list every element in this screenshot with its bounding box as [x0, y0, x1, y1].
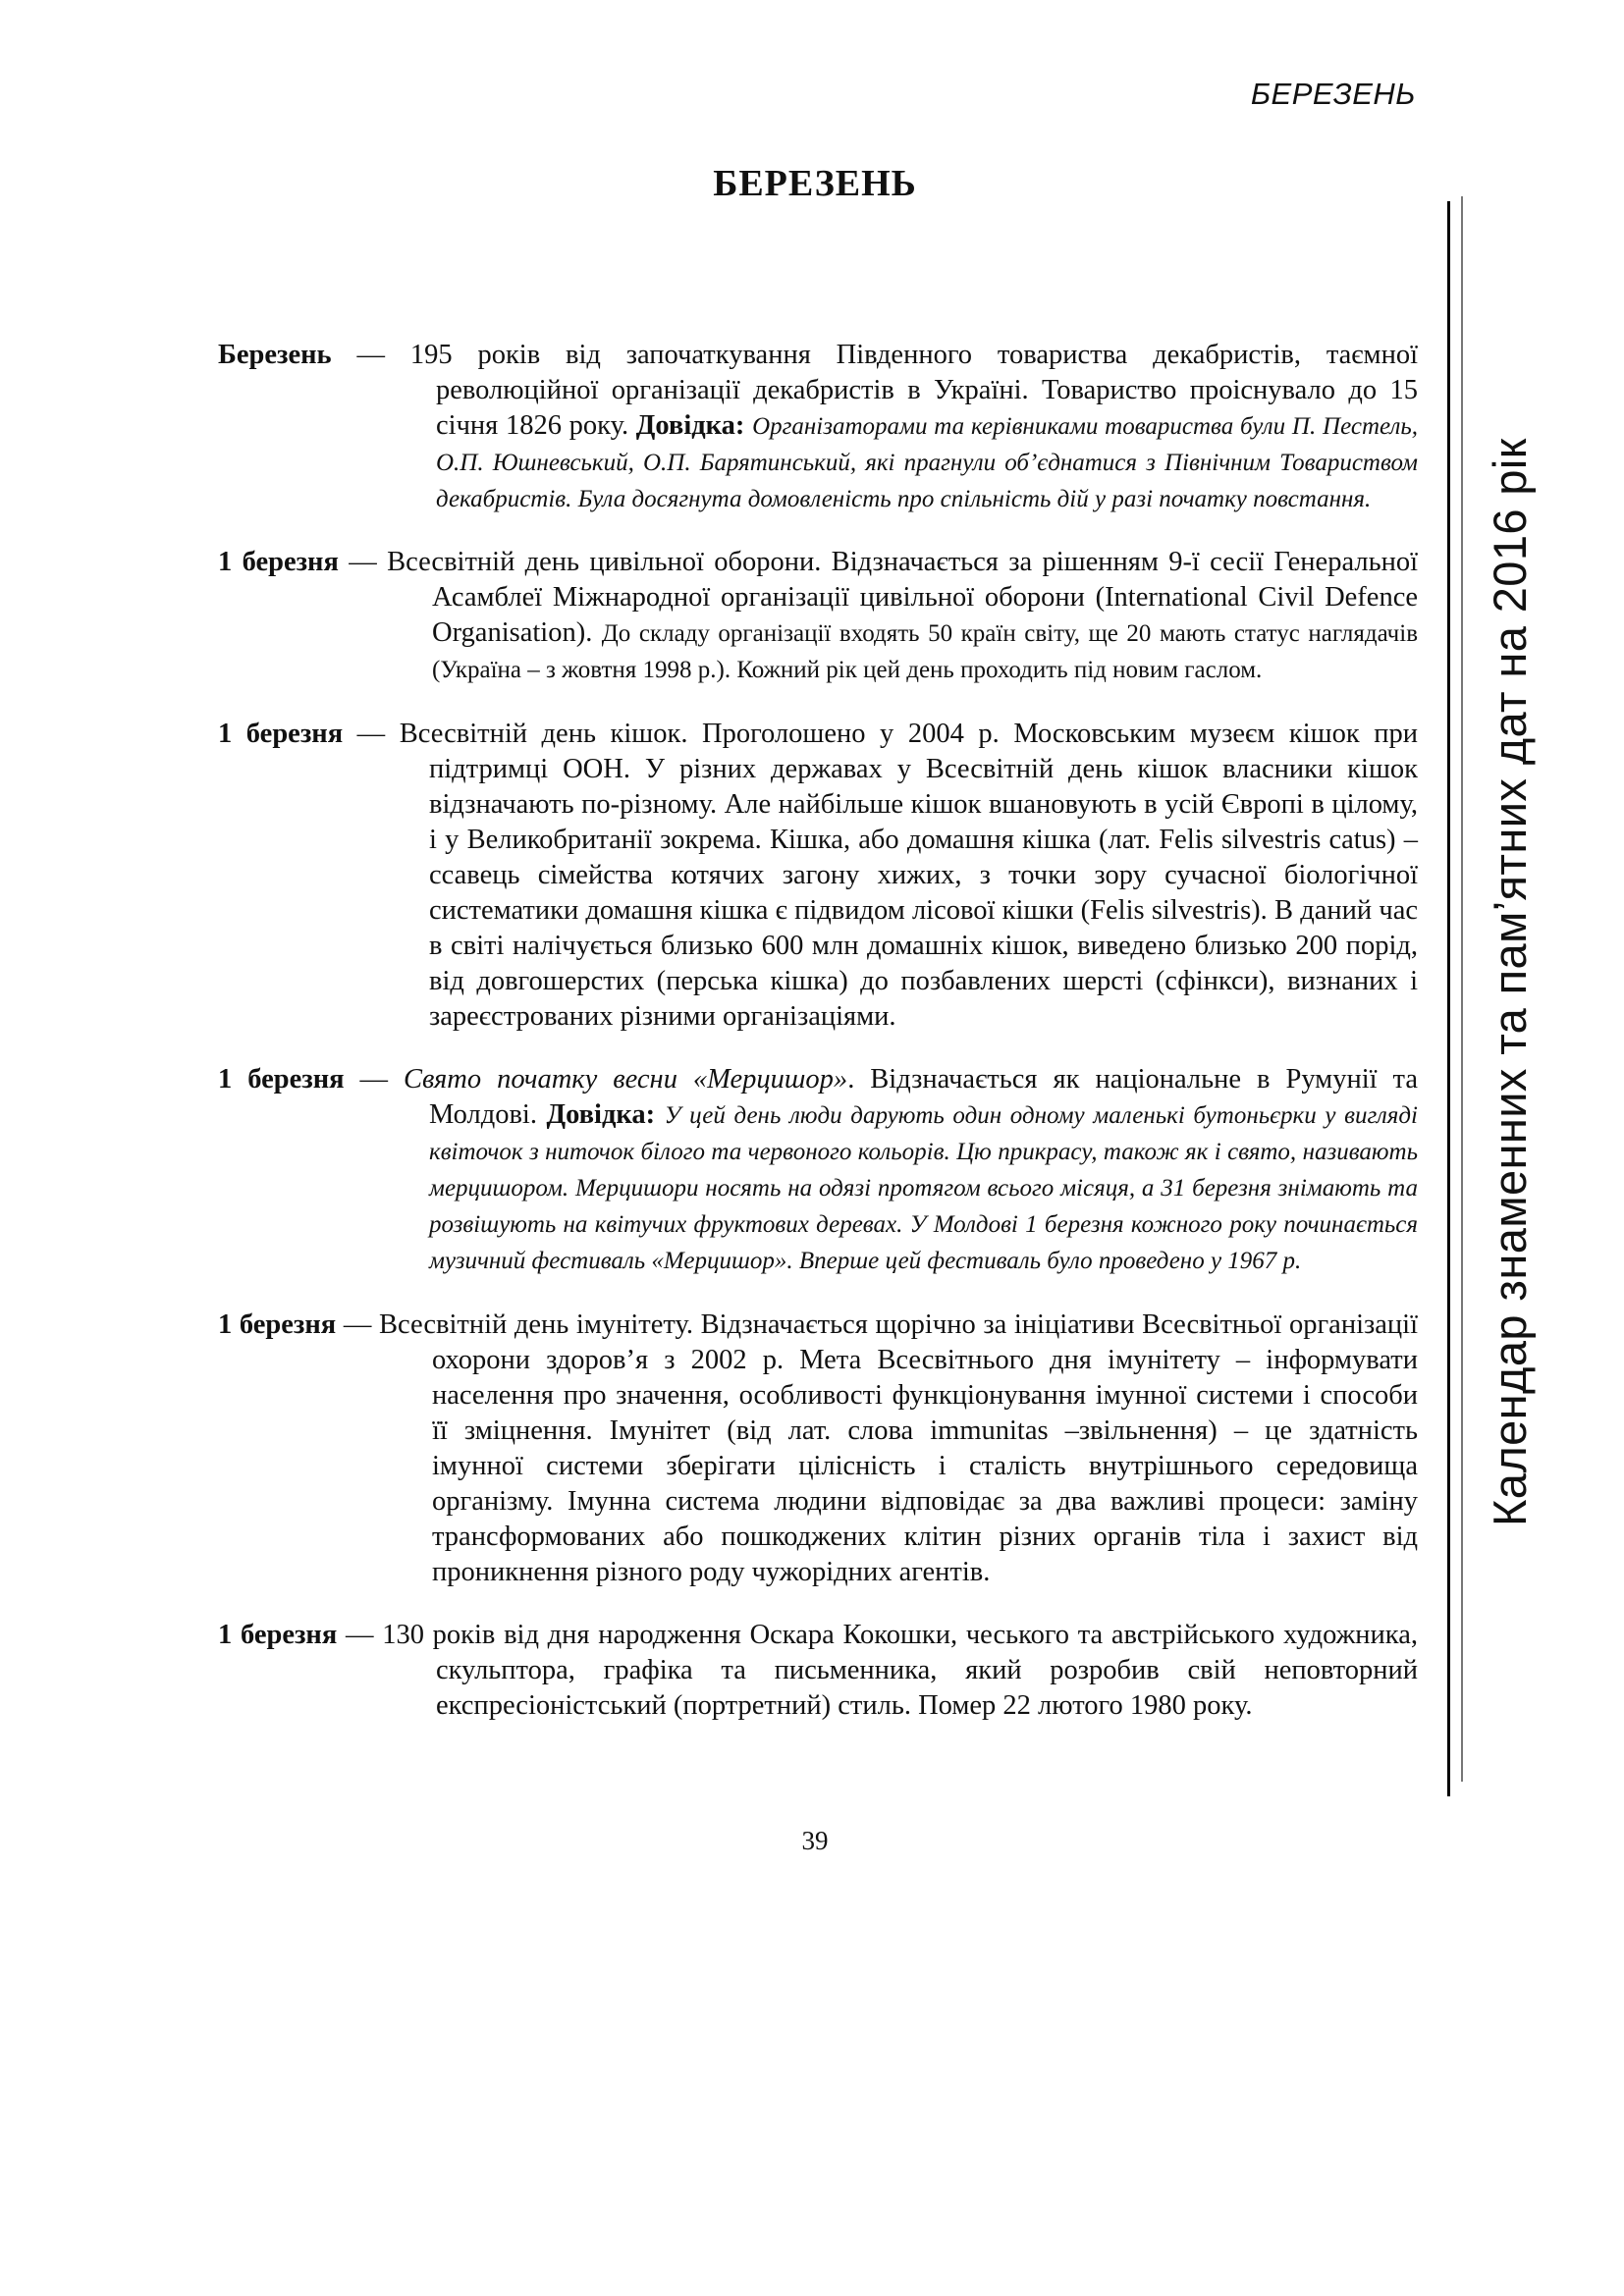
entry-dash: —	[344, 1064, 405, 1095]
entry-civil-defence-day	[218, 545, 1418, 688]
entry-date: 1 березня	[218, 547, 339, 577]
entries-list	[218, 309, 1418, 1731]
entry-dash: —	[337, 1620, 383, 1650]
side-title: Календар знаменних та пам’ятних дат на 2016 рік	[1484, 438, 1536, 1526]
entry-text: 195 років від започаткування Південного товариства декабристів, таємної революційної організації декабристів в Україні. Товариство проіснувало до 15 січня 1826 року.	[409, 339, 1418, 441]
entry-text: 130 років від дня народження Оскара Кокошки, чеського та австрійського художника, скульптора, графіка та письменника, який розробив свій неповторний експресіоністський (портретний) стиль. Помер 22 лютого 1980 року.	[382, 1620, 1418, 1721]
page-title: БЕРЕЗЕНЬ	[713, 163, 917, 204]
page-number: 39	[801, 1826, 829, 1855]
entry-date: 1 березня	[218, 1064, 345, 1095]
entry-text: Всесвітній день кішок. Проголошено у 2004 р. Московським музеєм кішок при підтримці ООН. У різних державах у Всесвітній день кішок власники кішок відзначають по-різному. Але найбільше кішок вшановують в усій Європі в цілому, і у Великобританії зокрема. Кішка, або домашня кішка (лат. Felis silvestris catus) – ссавець сімейства котячих загону хижих, з точки зору сучасної біологічної систематики домашня кішка є підвидом лісової кішки (Felis silvestris). В даний час в світі налічується близько 600 млн домашніх кішок, виведено близько 200 порід, від довгошерстих (перська кішка) до позбавлених шерсті (сфінкси), визнаних і зареєстрованих різними організаціями.	[399, 718, 1418, 1032]
entry-kokoschka	[218, 1618, 1418, 1724]
entry-text: Всесвітній день імунітету. Відзначається щорічно за ініціативи Всесвітньої організації охорони здоров’я з 2002 р. Мета Всесвітнього дня імунітету – інформувати населення про значення, особливості функціонування імунної системи і способи її зміцнення. Імунітет (від лат. слова immunitas –звільнення) – це здатність імунної системи зберігати цілісність і сталість внутрішнього середовища організму. Імунна система людини відповідає за два важливі процеси: заміну трансформованих або пошкоджених клітин різних органів тіла і захист від проникнення різного роду чужорідних агентів.	[378, 1308, 1418, 1587]
side-rule	[1447, 201, 1450, 1796]
running-header: БЕРЕЗЕНЬ	[1250, 77, 1416, 111]
entry-date: 1 березня	[218, 1620, 338, 1650]
note-label: Довідка:	[546, 1099, 665, 1130]
entry-immunity-day	[218, 1308, 1418, 1590]
entry-text-italic: Свято початку весни «Мерцишор»	[404, 1064, 848, 1095]
entry-date: Березень	[218, 339, 332, 370]
entry-text: . Відзначається як національне в Румунії та Молдові.	[429, 1064, 1418, 1130]
entry-martisor	[218, 1062, 1418, 1279]
entry-dash: —	[331, 339, 410, 370]
entry-dash: —	[343, 718, 400, 749]
entry-dash: —	[338, 547, 388, 577]
note-label: Довідка:	[635, 409, 753, 441]
side-rule-thin	[1461, 196, 1463, 1782]
entry-text: Всесвітній день цивільної оборони. Відзначається за рішенням 9-ї сесії Генеральної Асамблеї Міжнародної організації цивільної оборони (International Civil Defence Organisation).	[387, 547, 1418, 648]
entry-text-small: До складу організації входять 50 країн світу, ще 20 мають статус наглядачів (Україна – з жовтня 1998 р.). Кожний рік цей день проходить під новим гаслом.	[432, 620, 1418, 683]
note-text: У цей день люди дарують один одному маленькі бутоньєрки у вигляді квіточок з ниточок білого та червоного кольорів. Цю прикрасу, також як і свято, називають мерцишором. Мерцишори носять на одязі протягом всього місяця, а 31 березня знімають та розвішують на квітучих фруктових деревах. У Молдові 1 березня кожного року починається музичний фестиваль «Мерцишор». Вперше цей фестиваль було проведено у 1967 р.	[429, 1102, 1418, 1274]
entry-southern-society	[218, 338, 1418, 517]
entry-date: 1 березня	[218, 718, 344, 749]
note-text: Організаторами та керівниками товариства були П. Пестель, О.П. Юшневський, О.П. Барятинський, які прагнули об’єднатися з Північним Товариством декабристів. Була досягнута домовленість про спільність дій у разі початку повстання.	[436, 412, 1419, 512]
entry-dash: —	[336, 1308, 379, 1340]
entry-date: 1 березня	[218, 1308, 337, 1340]
entry-cat-day	[218, 717, 1418, 1035]
